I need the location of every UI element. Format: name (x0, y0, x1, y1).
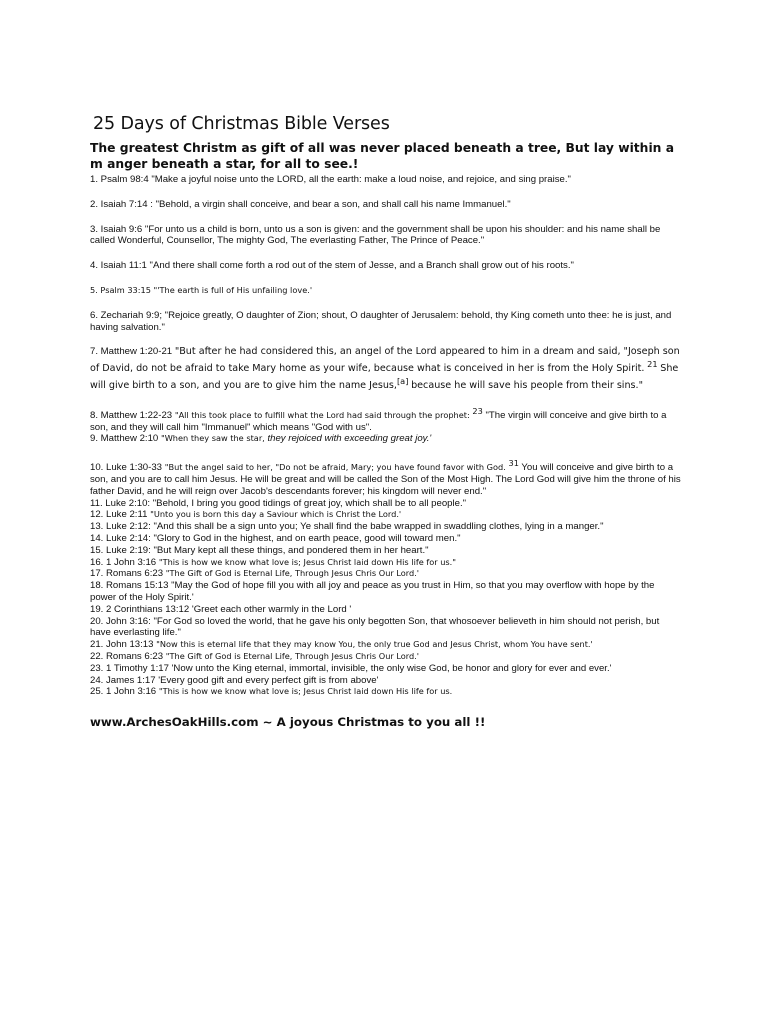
verse-8-text: "All this took place to fulfill what the Lord had said through the prophet: (174, 409, 470, 420)
verse-4: 4. Isaiah 11:1 "And there shall come forth a rod out of the stem of Jesse, and a Branch shall grow out of his roots." (90, 260, 574, 272)
verse-9-ref: 9. Matthew 2:10 (90, 433, 159, 445)
verse-7-text-2: She will give birth to a son, and you are to give him the name Jesus, (90, 363, 679, 391)
verse-2: 2. Isaiah 7:14 : "Behold, a virgin shall conceive, and bear a son, and shall call his name Immanuel." (90, 198, 511, 210)
verse-25-ref: 25. 1 John 3:16 (90, 686, 157, 698)
verse-15: 15. Luke 2:19: "But Mary kept all these things, and pondered them in her heart." (90, 544, 429, 556)
verse-14: 14. Luke 2:14: "Glory to God in the highest, and on earth peace, good will toward men." (90, 533, 461, 545)
verse-21-ref: 21. John 13:13 (90, 639, 154, 651)
verse-21 (90, 639, 682, 651)
subtitle: The greatest Christm as gift of all was never placed beneath a tree, But lay within a m anger beneath a star, for all to see.! (90, 141, 674, 171)
verse-17-ref: 17. Romans 6:23 (90, 568, 164, 580)
verse-3: 3. Isaiah 9:6 "For unto us a child is born, unto us a son is given: and the government shall be upon his shoulder: and his name shall be called Wonderful, Counsellor, The mighty God, The everlasting Father, The Prince of Peace." (90, 223, 661, 247)
verse-8 (90, 406, 682, 434)
verse-5: 5. Psalm 33:15 "'The earth is full of His unfailing love.' (90, 284, 313, 295)
verse-7-text-3: because he will save his people from their sins." (411, 379, 644, 391)
verse-18-text: "May the God of hope fill you with all joy and peace as you trust in Him, so that you may overflow with hope by the power of the Holy Spirit.' (90, 580, 655, 604)
verse-18 (90, 580, 682, 604)
verse-17 (90, 568, 682, 580)
verse-22 (90, 651, 682, 663)
verse-22-ref: 22. Romans 6:23 (90, 651, 164, 663)
verse-12-text: "Unto you is born this day a Saviour which is Christ the Lord.' (150, 509, 402, 520)
verse-10-text-2: You will conceive and give birth to a son, and you are to call him Jesus. He will be great and will be called the Son of the Most High. The Lord God will give him the throne of his father David, and he will reign over Jacob's descendants forever; his kingdom will never end." (90, 462, 681, 497)
verse-9-text: "When they saw the star, (160, 433, 265, 444)
verse-16-text: "This is how we know what love is; Jesus Christ laid down His life for us." (158, 556, 457, 567)
verse-10-text: "But the angel said to her, "Do not be afraid, Mary; you have found favor with God. (164, 462, 506, 473)
page-title: 25 Days of Christmas Bible Verses (93, 114, 390, 134)
verse-7 (90, 346, 682, 392)
verse-13: 13. Luke 2:12: "And this shall be a sign unto you; Ye shall find the babe wrapped in swaddling clothes, lying in a manger." (90, 521, 604, 533)
verse-10-number: 31 (508, 458, 519, 469)
verse-17-text: "The Gift of God is Eternal Life, Through Jesus Chris Our Lord.' (165, 568, 420, 579)
verse-18-ref: 18. Romans 15:13 (90, 580, 169, 592)
footer-line: www.ArchesOakHills.com ~ A joyous Christmas to you all !! (90, 715, 486, 730)
verse-7-footnote: [a] (396, 375, 409, 386)
verse-8-number: 23 (472, 405, 483, 416)
verse-7-text: "But after he had considered this, an angel of the Lord appeared to him in a dream and said, "Joseph son of David, do not be afraid to take Mary home as your wife, because what is conceived in her is from the Holy Spirit. (90, 346, 680, 375)
verse-21-text: "Now this is eternal life that they may know You, the only true God and Jesus Christ, whom You have sent.' (156, 639, 593, 650)
verse-7-number: 21 (647, 358, 658, 369)
verse-25 (90, 686, 682, 698)
verse-6: 6. Zechariah 9:9; "Rejoice greatly, O daughter of Zion; shout, O daughter of Jerusalem: behold, thy King cometh unto thee: he is just, and having salvation." (90, 309, 672, 333)
verse-7-ref: 7. Matthew 1:20-21 (90, 346, 173, 358)
verse-12-ref: 12. Luke 2:11 (90, 509, 148, 521)
verse-22-text: "The Gift of God is Eternal Life, Through Jesus Chris Our Lord.' (165, 651, 420, 662)
verse-9 (90, 433, 682, 445)
document (90, 114, 682, 729)
verse-16-ref: 16. 1 John 3:16 (90, 556, 157, 568)
verse-11: 11. Luke 2:10: "Behold, I bring you good tidings of great joy, which shall be to all people." (90, 497, 467, 509)
verse-1: 1. Psalm 98:4 "Make a joyful noise unto the LORD, all the earth: make a loud noise, and rejoice, and sing praise." (90, 174, 571, 185)
verse-10 (90, 458, 682, 498)
verse-19: 19. 2 Corinthians 13:12 'Greet each other warmly in the Lord ' (90, 603, 352, 615)
verse-16 (90, 557, 682, 569)
verse-9-italic: they rejoiced with exceeding great joy.' (267, 433, 432, 445)
verse-8-text-2: "The virgin will conceive and give birth to a son, and they will call him "Immanuel" which means "God with us". (90, 409, 667, 433)
verse-25-text: "This is how we know what love is; Jesus Christ laid down His life for us. (158, 686, 453, 697)
verse-23: 23. 1 Timothy 1:17 'Now unto the King eternal, immortal, invisible, the only wise God, be honor and glory for ever and ever.' (90, 662, 612, 674)
verse-20: 20. John 3:16: "For God so loved the world, that he gave his only begotten Son, that whosoever believeth in him should not perish, but have everlasting life." (90, 615, 660, 639)
verse-8-ref: 8. Matthew 1:22-23 (90, 409, 173, 421)
verse-10-ref: 10. Luke 1:30-33 (90, 462, 163, 474)
verse-12 (90, 509, 682, 521)
verse-24: 24. James 1:17 'Every good gift and every perfect gift is from above' (90, 674, 379, 686)
